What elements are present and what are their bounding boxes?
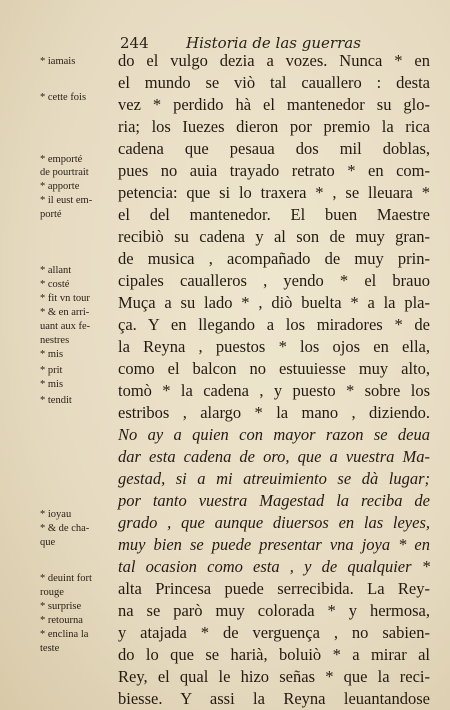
text-line: Muça a su lado * , diò buelta * a la pla- — [118, 293, 430, 312]
text-line-italic: gestad, si a mi atreuimiento se dà lugar; — [118, 469, 430, 488]
margin-note: * allant — [40, 265, 72, 276]
margin-note: * il eust em- — [40, 195, 93, 206]
margin-note: * emporté — [40, 154, 83, 165]
text-line-italic: grado , que aunque diuersos en las leyes, — [118, 513, 430, 532]
margin-note: * & de cha- — [40, 523, 90, 534]
margin-note: * & en arri- — [40, 307, 90, 318]
text-line: la Reyna , puestos * los ojos en ella, — [118, 337, 430, 356]
text-line: petencia: que si lo traxera * , se lleuara * — [118, 183, 430, 202]
text-line: el mundo se viò tal cauallero : desta — [118, 73, 430, 92]
text-line-italic: dar esta cadena de oro, que a vuestra Ma- — [118, 447, 430, 466]
text-line-italic: muy bien se puede presentar vna joya * en — [118, 535, 430, 554]
text-line: na se parò muy colorada * y hermosa, — [118, 601, 430, 620]
text-line: como el balcon no estuuiesse muy alto, — [118, 359, 430, 378]
margin-note: * enclina la — [40, 629, 89, 640]
margin-note: teste — [40, 643, 60, 654]
text-line: tomò * la cadena , y puesto * sobre los — [118, 381, 430, 400]
margin-note: * mis — [40, 349, 64, 360]
text-line: ria; los Iuezes dieron por premio la rica — [118, 117, 430, 136]
text-line: Rey, el qual le hizo señas * que la reci- — [118, 667, 430, 686]
page-number: 244 — [120, 34, 149, 52]
text-line: cadena que pesaua dos mil doblas, — [118, 139, 430, 158]
text-line: recibiò su cadena y al son de muy gran- — [118, 227, 430, 246]
margin-note: * apporte — [40, 181, 80, 192]
text-line: biesse. Y assi la Reyna leuantandose — [118, 689, 430, 708]
margin-note: * deuint fort — [40, 573, 92, 584]
margin-note: * ioyau — [40, 509, 72, 520]
margin-note: * cette fois — [40, 92, 87, 103]
margin-note: porté — [40, 209, 62, 220]
margin-note: * fit vn tour — [40, 293, 90, 304]
text-line: el del mantenedor. El buen Maestre — [118, 205, 430, 224]
margin-note: nestres — [40, 335, 70, 346]
text-line: pues no auia trayado retrato * en com- — [118, 161, 430, 180]
text-line-italic: tal ocasion como esta , y de qualquier * — [118, 557, 430, 576]
margin-note: * prit — [40, 365, 63, 376]
margin-note: * costé — [40, 279, 70, 290]
text-line: de musica , acompañado de muy prin- — [118, 249, 430, 268]
text-line: cipales caualleros , yendo * el brauo — [118, 271, 430, 290]
margin-note: de pourtrait — [40, 167, 89, 178]
margin-note: * tendit — [40, 395, 72, 406]
margin-note: rouge — [40, 587, 64, 598]
text-line-italic: por tanto vuestra Magestad la reciba de — [118, 491, 430, 510]
text-line: y atajada * de verguença , no sabien- — [118, 623, 430, 642]
text-line: ça. Y en llegando a los miradores * de — [118, 315, 430, 334]
text-line: alta Princesa puede serrecibida. La Rey- — [118, 579, 430, 598]
margin-note: * iamais — [40, 56, 76, 67]
text-line: do lo que se harià, boluiò * a mirar al — [118, 645, 430, 664]
margin-note: uant aux fe- — [40, 321, 91, 332]
margin-note: * mis — [40, 379, 64, 390]
text-line: vez * perdido hà el mantenedor su glo- — [118, 95, 430, 114]
margin-note: que — [40, 537, 56, 548]
text-line: estribos , alargo * la mano , diziendo. — [118, 403, 430, 422]
text-line: do el vulgo dezia a vozes. Nunca * en — [118, 51, 430, 70]
margin-note: * retourna — [40, 615, 83, 626]
text-line-italic: No ay a quien con mayor razon se deua — [118, 425, 430, 444]
running-title: Historia de las guerras — [186, 34, 361, 52]
margin-note: * surprise — [40, 601, 82, 612]
